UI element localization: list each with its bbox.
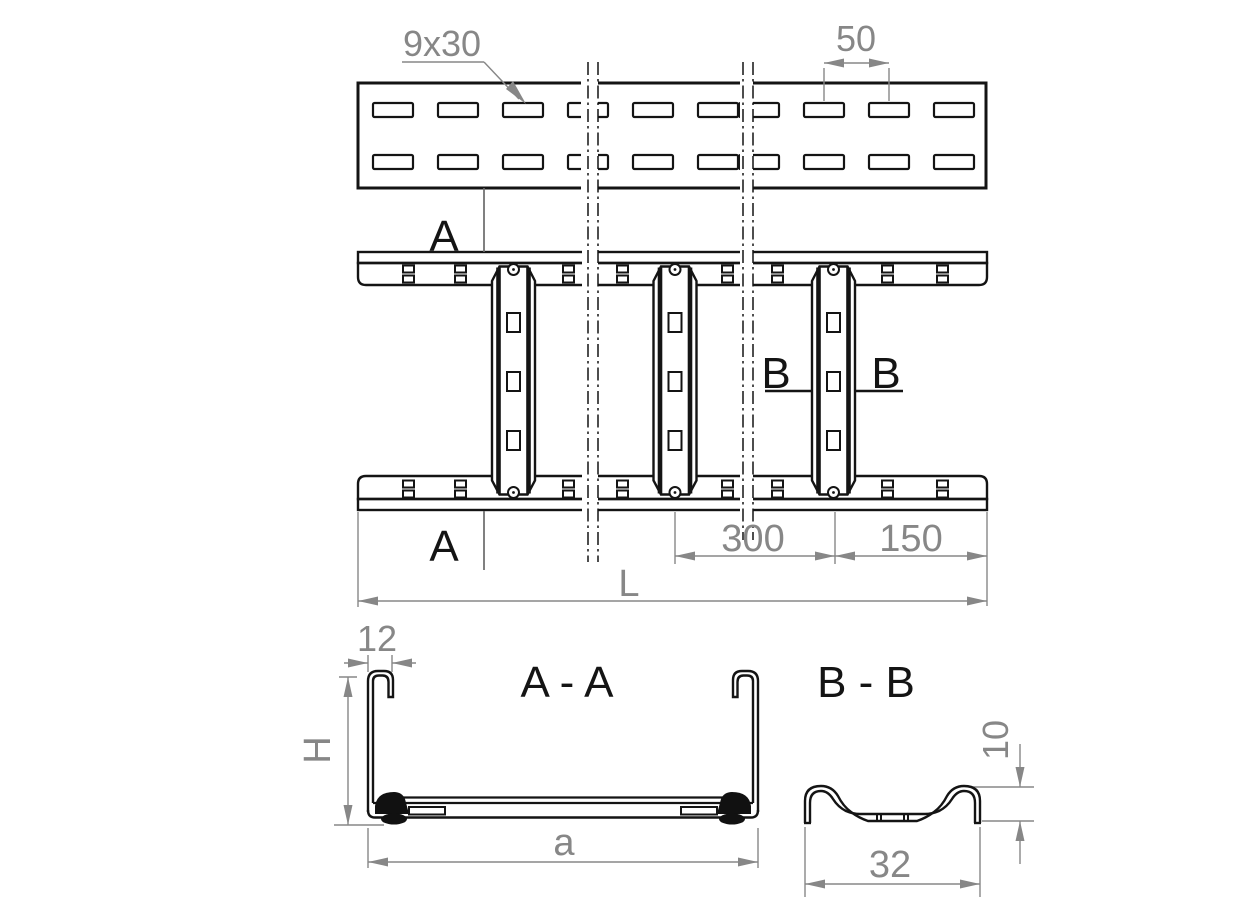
rail-slot [633, 155, 673, 169]
dim-arrowhead [738, 858, 758, 867]
rail-hole [722, 491, 733, 498]
rail-hole [617, 481, 628, 488]
dim-arrowhead [1016, 767, 1025, 787]
rail-hole [772, 266, 783, 273]
rail-slot [934, 103, 974, 117]
dim-arrowhead [675, 552, 695, 561]
rail-hole [403, 276, 414, 283]
rail-slot [373, 103, 413, 117]
rung-profile-outer [805, 786, 980, 823]
dim-arrowhead [967, 552, 987, 561]
rail-slot [438, 155, 478, 169]
dim-arrowhead [348, 659, 368, 668]
rail-hole [722, 481, 733, 488]
rail-hole [882, 266, 893, 273]
rail-hole [617, 276, 628, 283]
section-aa [368, 658, 758, 825]
rivet-center [512, 491, 515, 494]
rung-width-label: 32 [868, 844, 912, 886]
rail-hole [455, 266, 466, 273]
rung-end-left [375, 792, 409, 814]
dim-arrowhead [960, 880, 980, 889]
rivet-center [674, 491, 677, 494]
side-rail-slots [373, 103, 974, 169]
end-spacing-label: 150 [879, 518, 943, 560]
section-b-label-left: B [761, 349, 791, 398]
rail-hole [937, 276, 948, 283]
section-bb-title: B - B [817, 658, 915, 707]
rail-hole [455, 491, 466, 498]
rail-hole [937, 481, 948, 488]
rail-slot [869, 103, 909, 117]
rail-slot [503, 155, 543, 169]
dim-arrowhead [967, 597, 987, 606]
top-view-side-rail [358, 79, 986, 191]
rivet-center [674, 268, 677, 271]
break-gap [582, 250, 598, 512]
break-gap [740, 250, 753, 512]
foot-left [381, 814, 407, 825]
rail-hole [772, 491, 783, 498]
dim-arrowhead [344, 805, 353, 825]
break-gap [581, 79, 598, 191]
rail-slot [934, 155, 974, 169]
dim-arrowhead [368, 858, 388, 867]
dim-arrowhead [824, 59, 844, 68]
rail-slot [869, 155, 909, 169]
rail-hole [722, 276, 733, 283]
rivet-center [832, 268, 835, 271]
rivet-center [512, 268, 515, 271]
break-gap [740, 79, 753, 191]
dim-arrowhead [805, 880, 825, 889]
right-wall [733, 671, 758, 812]
rail-hole [772, 276, 783, 283]
section-a-label-top: A [429, 212, 459, 261]
rung-height-label: 10 [975, 719, 1016, 761]
dim-arrowhead [392, 659, 412, 668]
dim-arrowhead [835, 552, 855, 561]
rail-slot [373, 155, 413, 169]
dim-arrowhead [358, 597, 378, 606]
dim-arrowhead [1016, 821, 1025, 841]
rail-slot [503, 103, 543, 117]
section-a-label-bottom: A [429, 522, 459, 571]
bottom-rail-edge [358, 499, 987, 510]
rail-hole [403, 491, 414, 498]
section-bb [804, 658, 981, 823]
rail-slot [698, 155, 738, 169]
rail-slot [804, 103, 844, 117]
rail-hole [563, 481, 574, 488]
rail-hole [563, 276, 574, 283]
height-label: H [297, 736, 339, 764]
left-wall [368, 671, 393, 812]
rungs [492, 264, 855, 498]
rail-slot [698, 103, 738, 117]
side-rail-outline [358, 83, 986, 188]
rail-hole [563, 266, 574, 273]
rung-profile-inner [810, 791, 975, 823]
dim-arrowhead [869, 59, 889, 68]
inner-width-label: a [553, 822, 575, 864]
rail-hole [403, 481, 414, 488]
dim-arrowhead [815, 552, 835, 561]
rail-hole [882, 276, 893, 283]
rail-slot [438, 103, 478, 117]
rail-hole [937, 491, 948, 498]
flange-width-label: 12 [356, 618, 398, 659]
rail-hole [617, 266, 628, 273]
slot-size-label: 9x30 [402, 23, 482, 64]
slot-pitch-label: 50 [835, 18, 877, 59]
rail-slot [633, 103, 673, 117]
rail-hole [403, 266, 414, 273]
rail-hole [937, 266, 948, 273]
rung-end-right [717, 792, 751, 814]
tab-right [681, 807, 717, 815]
rung-spacing-label: 300 [721, 518, 785, 560]
tab-left [409, 807, 445, 815]
rail-hole [772, 481, 783, 488]
rivet-center [832, 491, 835, 494]
length-label: L [618, 563, 640, 605]
rail-hole [722, 266, 733, 273]
rail-hole [882, 491, 893, 498]
dim-arrowhead [344, 677, 353, 697]
section-aa-title: A - A [520, 658, 614, 707]
rail-hole [617, 491, 628, 498]
rail-hole [455, 481, 466, 488]
rail-hole [455, 276, 466, 283]
rail-slot [804, 155, 844, 169]
rail-hole [882, 481, 893, 488]
rail-hole [563, 491, 574, 498]
foot-right [719, 814, 745, 825]
section-b-label-right: B [871, 349, 901, 398]
